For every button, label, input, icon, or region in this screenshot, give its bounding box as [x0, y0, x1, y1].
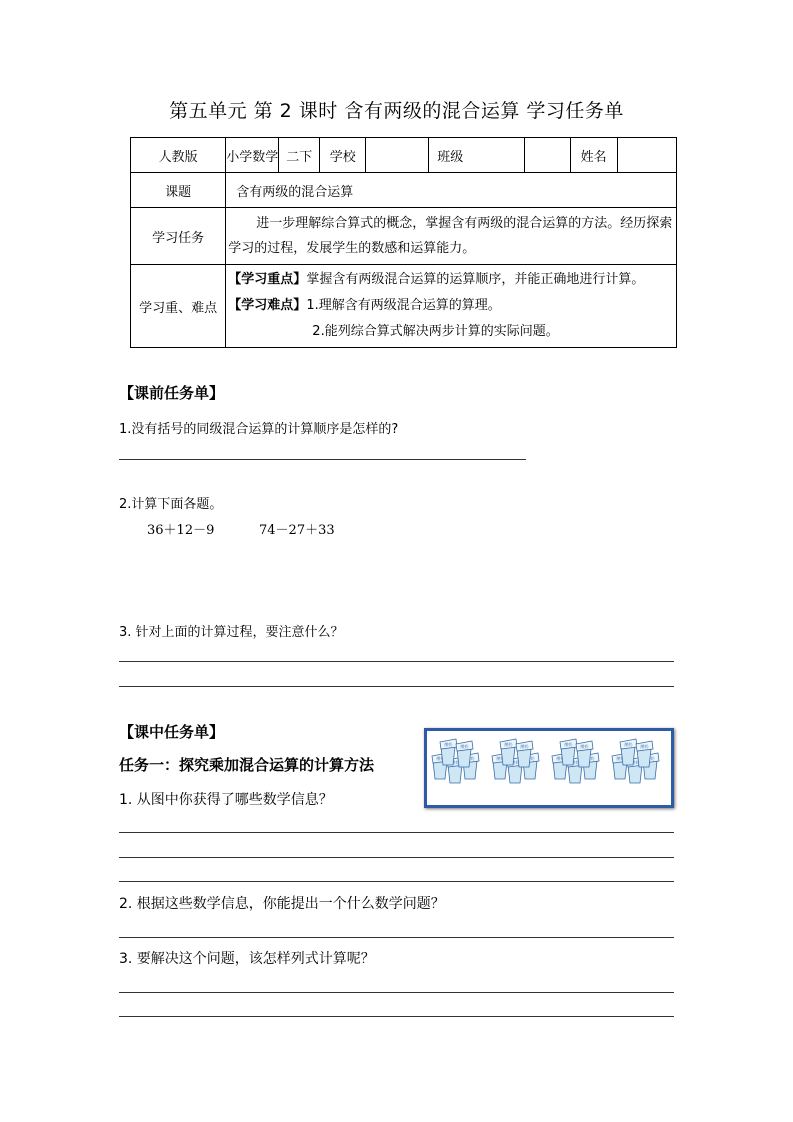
name-value-cell[interactable]: [617, 138, 676, 173]
answer-line[interactable]: [119, 1016, 674, 1017]
answer-line[interactable]: [119, 881, 674, 882]
school-label-cell: 学校: [320, 138, 366, 173]
in-q1: 1. 从图中你获得了哪些数学信息？: [119, 792, 333, 808]
task-one-title: 任务一：探究乘加混合运算的计算方法: [119, 756, 375, 774]
yogurt-pack-2: [492, 739, 539, 783]
class-label-cell: 班级: [429, 138, 524, 173]
pre-q2: 2.计算下面各题。: [119, 497, 223, 512]
edition-cell: 人教版: [131, 138, 226, 173]
difficulty-1: 1.理解含有两级混合运算的算理。: [306, 298, 501, 313]
grade-cell: 二下: [279, 138, 320, 173]
topic-label: 课题: [131, 173, 226, 208]
task-value: 进一步理解综合算式的概念，掌握含有两级的混合运算的方法。经历探索学习的过程，发展学生的数感和运算能力。: [226, 208, 677, 265]
answer-line[interactable]: [119, 459, 526, 460]
pre-q1: 1.没有括号的同级混合运算的计算顺序是怎样的?: [119, 422, 399, 437]
answer-line[interactable]: [119, 661, 674, 662]
subject-cell: 小学数学: [226, 138, 279, 173]
task-label: 学习任务: [131, 208, 226, 265]
difficulty-2: 2.能列综合算式解决两步计算的实际问题。: [312, 324, 559, 339]
school-value-cell[interactable]: [366, 138, 429, 173]
key-content: [226, 265, 677, 348]
yogurt-pack-3: [552, 739, 599, 783]
in-q3: 3. 要解决这个问题，该怎样列式计算呢？: [119, 951, 375, 967]
answer-line[interactable]: [119, 857, 674, 858]
key-label: 学习重、难点: [131, 265, 226, 348]
topic-value: 含有两级的混合运算: [226, 173, 677, 208]
answer-line[interactable]: [119, 992, 674, 993]
answer-line[interactable]: [119, 832, 674, 833]
calc-expression-1: 36＋12－9: [147, 523, 215, 538]
in-class-heading: 【课中任务单】: [119, 723, 225, 741]
info-table: [130, 137, 677, 348]
yogurt-picture: [424, 728, 674, 808]
in-q2: 2. 根据这些数学信息，你能提出一个什么数学问题？: [119, 896, 445, 912]
answer-line[interactable]: [119, 937, 674, 938]
calc-expression-2: 74－27＋33: [259, 523, 335, 538]
yogurt-pack-4: [612, 739, 659, 783]
yogurt-cups-illustration: 酸奶: [427, 731, 671, 805]
key-point-text: 掌握含有两级混合运算的运算顺序，并能正确地进行计算。: [306, 272, 645, 287]
difficulty-tag: 【学习难点】: [228, 298, 307, 313]
pre-q3: 3. 针对上面的计算过程，要注意什么？: [119, 625, 344, 640]
name-label-cell: 姓名: [570, 138, 617, 173]
yogurt-pack-1: [432, 739, 479, 783]
page-title: 第五单元 第 2 课时 含有两级的混合运算 学习任务单: [169, 100, 624, 122]
key-point-tag: 【学习重点】: [228, 272, 307, 287]
class-value-cell[interactable]: [524, 138, 570, 173]
answer-line[interactable]: [119, 686, 674, 687]
pre-class-heading: 【课前任务单】: [119, 384, 225, 402]
